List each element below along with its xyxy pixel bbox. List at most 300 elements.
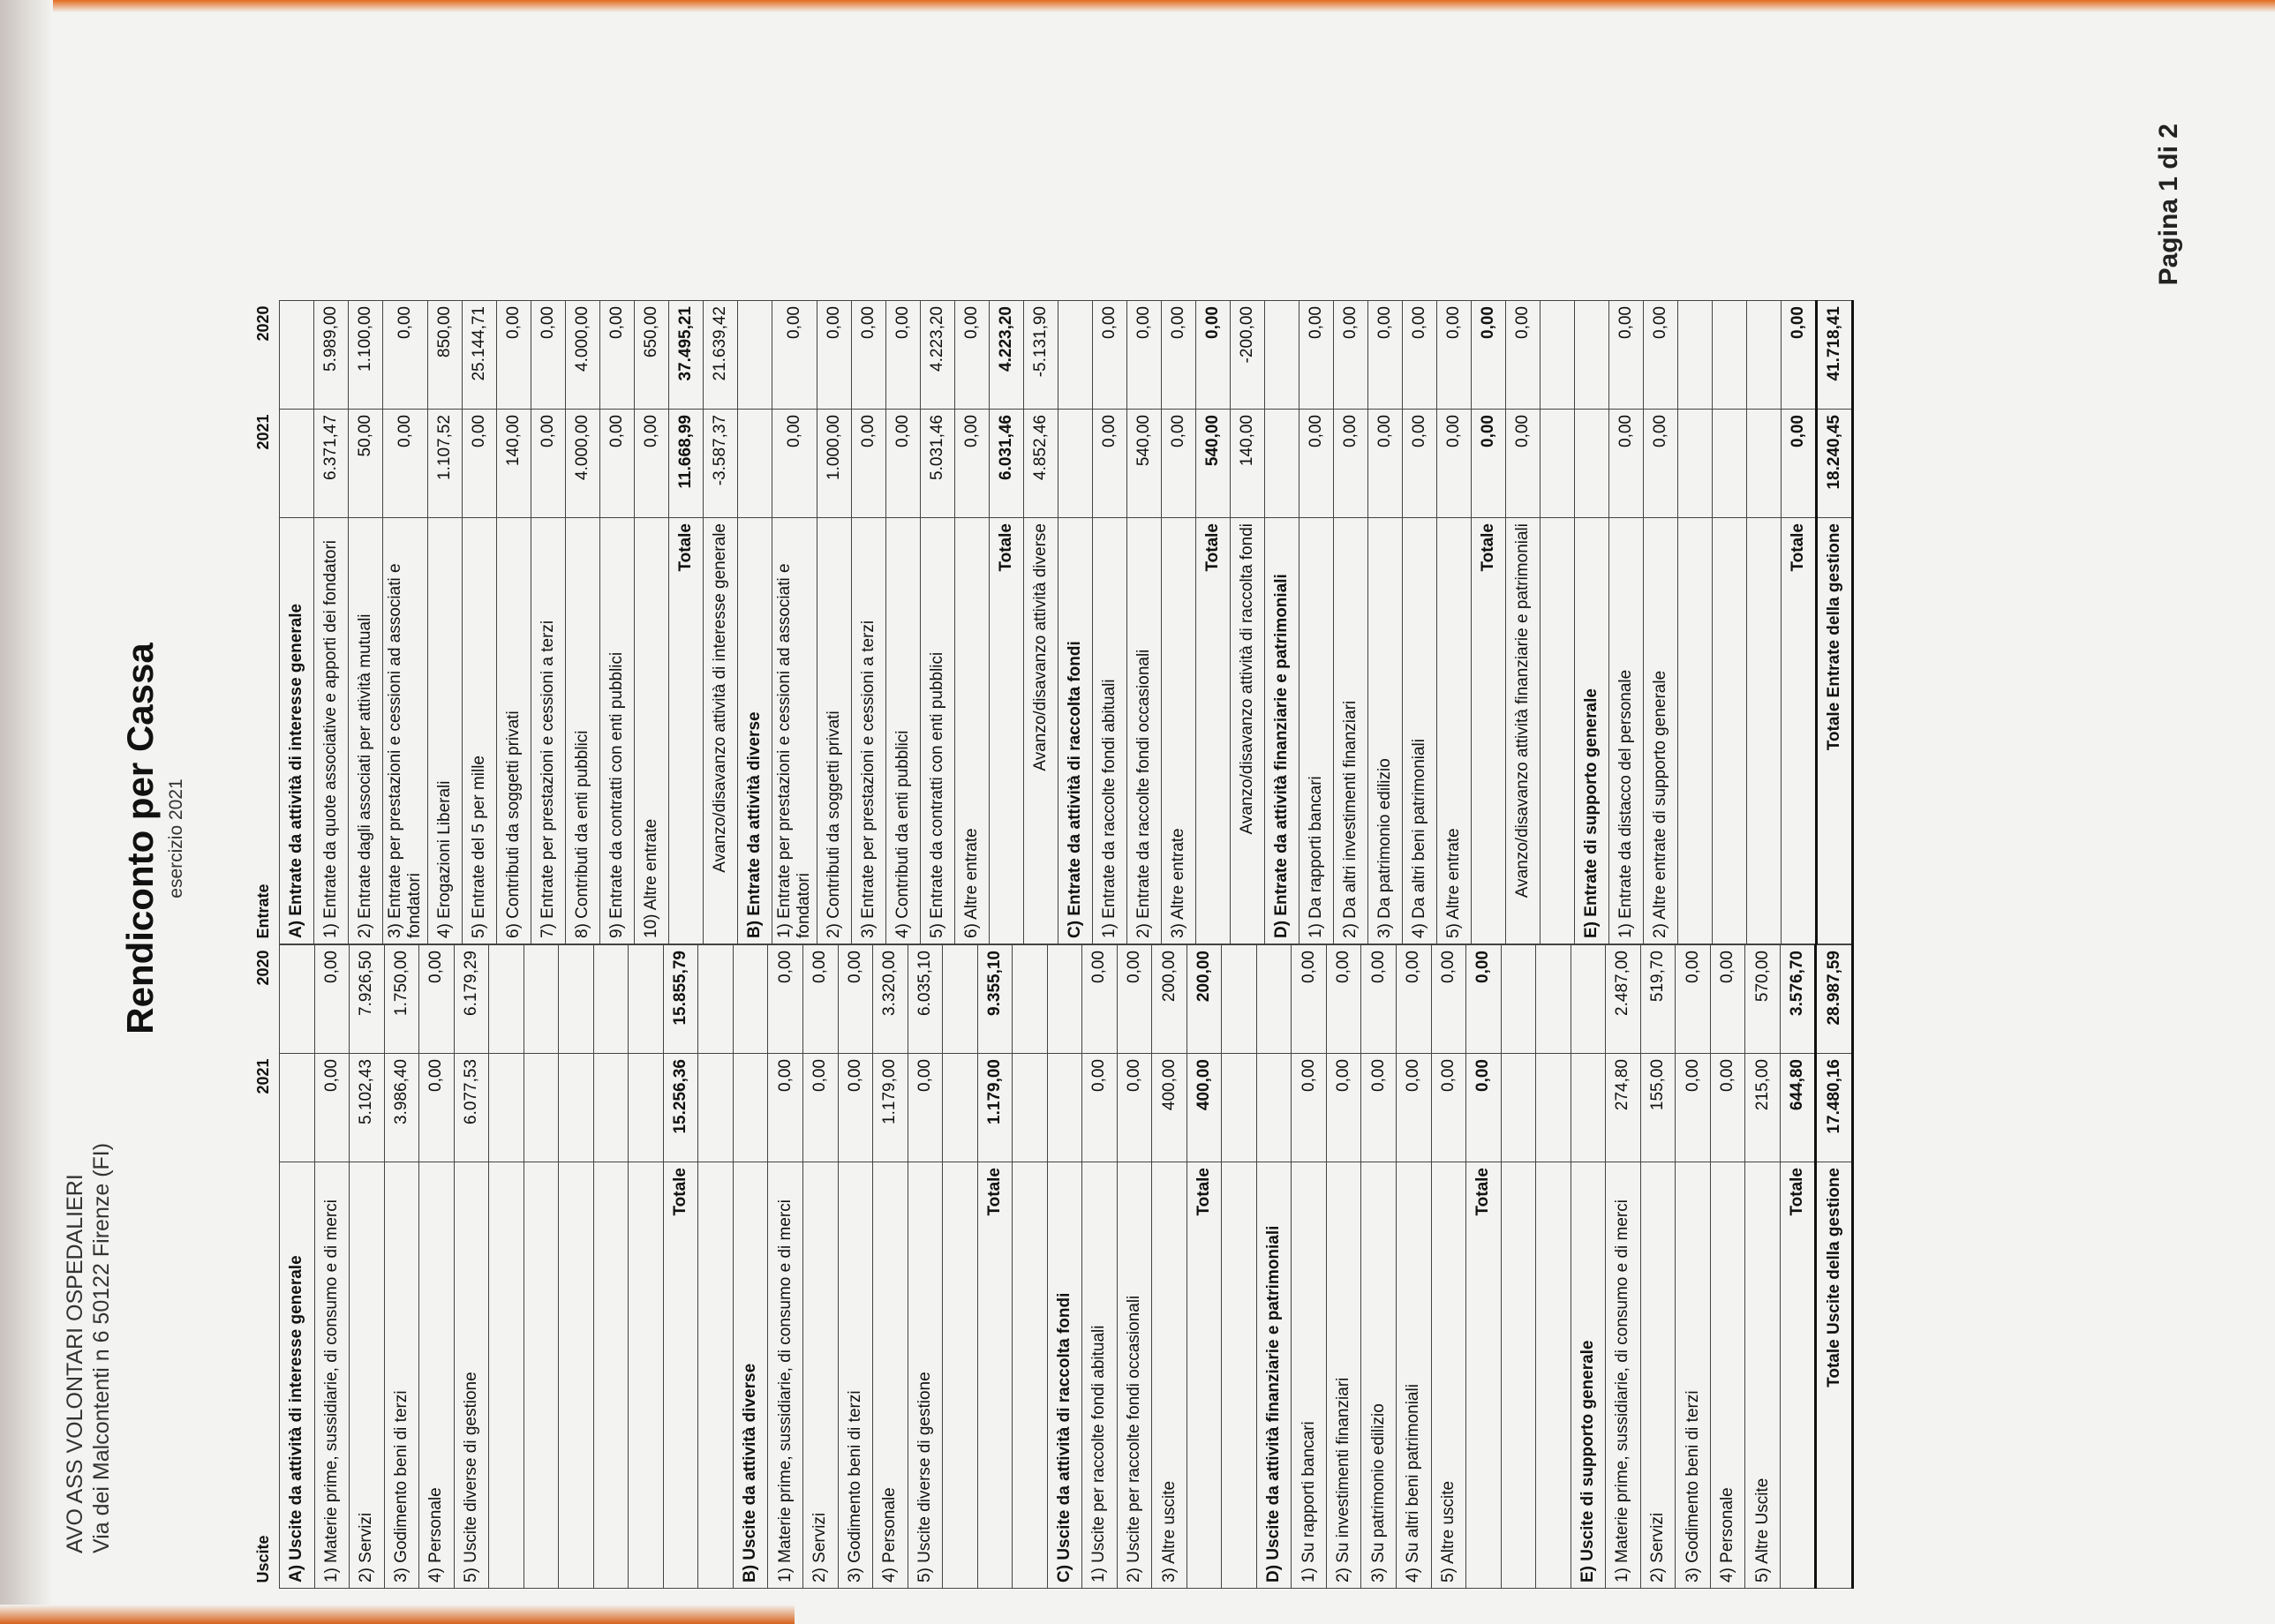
entrate-cell-v21: 0,00 (1472, 410, 1506, 518)
uscite-row-row (384, 945, 419, 1589)
entrate-row-row (1403, 301, 1437, 944)
uscite-cell-label: 2) Su investimenti finanziari (1326, 1162, 1361, 1589)
entrate-row-tot (1196, 301, 1231, 944)
uscite-cell-label: 2) Uscite per raccolte fondi occasionali (1117, 1162, 1152, 1589)
uscite-cell-v20: 0,00 (1466, 945, 1502, 1054)
entrate-cell-v21 (1541, 410, 1575, 518)
uscite-row-row (908, 945, 943, 1589)
uscite-row-row (1117, 945, 1152, 1589)
uscite-cell-v20: 0,00 (838, 945, 873, 1054)
entrate-cell-v20 (1541, 301, 1575, 410)
entrate-row-row (349, 301, 383, 944)
uscite-cell-label: 4) Personale (1710, 1162, 1745, 1589)
entrate-row-row (1093, 301, 1127, 944)
entrate-cell-v20: 0,00 (1644, 301, 1678, 410)
entrate-cell-v21: 0,00 (531, 410, 566, 518)
uscite-cell-v20 (1571, 945, 1606, 1054)
orange-edge-top (0, 0, 2275, 12)
uscite-row-tot (1466, 945, 1502, 1589)
uscite-row-tot (977, 945, 1013, 1589)
uscite-row-tot (1186, 945, 1222, 1589)
uscite-cell-v21: 0,00 (1431, 1054, 1466, 1162)
entrate-row-sec (1265, 301, 1299, 944)
entrate-cell-v21: 18.240,45 (1817, 410, 1853, 518)
entrate-cell-label: 4) Contributi da enti pubblici (886, 518, 921, 944)
uscite-cell-v21 (1536, 1054, 1571, 1162)
entrate-row-row (1644, 301, 1678, 944)
uscite-cell-label (698, 1162, 734, 1589)
entrate-cell-v21 (1058, 410, 1093, 518)
entrate-cell-v21 (1747, 410, 1782, 518)
entrate-cell-v21: 50,00 (349, 410, 383, 518)
uscite-cell-label: 3) Godimento beni di terzi (384, 1162, 419, 1589)
uscite-cell-label (1013, 1162, 1048, 1589)
uscite-cell-v20: 570,00 (1745, 945, 1781, 1054)
entrate-cell-v20: 4.000,00 (566, 301, 600, 410)
uscite-cell-label: 3) Altre uscite (1152, 1162, 1187, 1589)
uscite-cell-v21: 0,00 (314, 1054, 350, 1162)
uscite-cell-v21: 1.179,00 (977, 1054, 1013, 1162)
entrate-cell-label: Totale (669, 518, 704, 944)
uscite-row-blank (593, 945, 629, 1589)
entrate-row-tot (669, 301, 704, 944)
uscite-cell-v20 (1013, 945, 1048, 1054)
uscite-cell-v20: 0,00 (1082, 945, 1118, 1054)
entrate-cell-v20: 0,00 (1782, 301, 1817, 410)
uscite-cell-v21 (593, 1054, 629, 1162)
uscite-cell-label: 1) Materie prime, sussidiarie, di consumo e di merci (314, 1162, 350, 1589)
uscite-row-row (1431, 945, 1466, 1589)
uscite-cell-v20: 28.987,59 (1816, 945, 1853, 1054)
uscite-table (247, 944, 1854, 1589)
entrate-row-sec (1575, 301, 1609, 944)
uscite-cell-label: C) Uscite da attività di raccolta fondi (1047, 1162, 1082, 1589)
uscite-cell-v21 (629, 1054, 664, 1162)
uscite-row-blank (524, 945, 559, 1589)
entrate-cell-label: Totale (1782, 518, 1817, 944)
entrate-cell-v21: 0,00 (1368, 410, 1403, 518)
uscite-cell-v20: 0,00 (1292, 945, 1327, 1054)
org-header (62, 1143, 115, 1553)
uscite-row-row (1397, 945, 1432, 1589)
entrate-cell-v21: 0,00 (1299, 410, 1334, 518)
uscite-row-blank (1536, 945, 1571, 1589)
entrate-cell-label: Avanzo/disavanzo attività finanziarie e patrimoniali (1506, 518, 1541, 944)
uscite-cell-v20: 3.320,00 (873, 945, 908, 1054)
entrate-row-row (772, 301, 817, 944)
entrate-cell-label: 1) Entrate da distacco del personale (1609, 518, 1644, 944)
uscite-row-row (454, 945, 489, 1589)
uscite-cell-label: A) Uscite da attività di interesse generale (280, 1162, 315, 1589)
uscite-cell-v21 (559, 1054, 594, 1162)
entrate-cell-label (1678, 518, 1713, 944)
uscite-cell-v20 (559, 945, 594, 1054)
entrate-cell-v20 (1678, 301, 1713, 410)
entrate-cell-v20: 850,00 (428, 301, 463, 410)
uscite-row-sec (733, 945, 768, 1589)
entrate-cell-v21: 540,00 (1127, 410, 1162, 518)
uscite-cell-v20: 9.355,10 (977, 945, 1013, 1054)
entrate-cell-label: 1) Entrate da quote associative e apporti dei fondatori (314, 518, 349, 944)
entrate-cell-label: 10) Altre entrate (635, 518, 669, 944)
uscite-cell-v21: 0,00 (768, 1054, 803, 1162)
entrate-cell-label: Totale (1196, 518, 1231, 944)
uscite-row-row (314, 945, 350, 1589)
entrate-cell-v20: 0,00 (1437, 301, 1472, 410)
entrate-cell-label: Avanzo/disavanzo attività di raccolta fondi (1231, 518, 1265, 944)
uscite-cell-label: 1) Materie prime, sussidiarie, di consumo e di merci (1606, 1162, 1641, 1589)
uscite-cell-v21 (733, 1054, 768, 1162)
entrate-row-row (1368, 301, 1403, 944)
entrate-cell-label: 4) Erogazioni Liberali (428, 518, 463, 944)
entrate-cell-v21: 0,00 (886, 410, 921, 518)
uscite-cell-label: 3) Godimento beni di terzi (838, 1162, 873, 1589)
uscite-cell-label: 5) Altre uscite (1431, 1162, 1466, 1589)
entrate-cell-v20: 0,00 (1368, 301, 1403, 410)
entrate-cell-v21 (1265, 410, 1299, 518)
uscite-cell-v21: 400,00 (1186, 1054, 1222, 1162)
uscite-row-row (1745, 945, 1781, 1589)
uscite-row-tot (1780, 945, 1816, 1589)
uscite-cell-v21: 274,80 (1606, 1054, 1641, 1162)
uscite-cell-v20: 519,70 (1640, 945, 1676, 1054)
uscite-cell-v20: 0,00 (1117, 945, 1152, 1054)
uscite-cell-v21: 0,00 (1466, 1054, 1502, 1162)
entrate-row-avz (1231, 301, 1265, 944)
entrate-row-row (635, 301, 669, 944)
entrate-cell-label: 1) Da rapporti bancari (1299, 518, 1334, 944)
uscite-cell-v21: 400,00 (1152, 1054, 1187, 1162)
uscite-cell-v20: 0,00 (314, 945, 350, 1054)
uscite-cell-v20 (524, 945, 559, 1054)
uscite-cell-label: D) Uscite da attività finanziarie e patrimoniali (1256, 1162, 1292, 1589)
rotated-document (35, 53, 2242, 1624)
uscite-cell-label: Totale (1780, 1162, 1816, 1589)
entrate-row-row (1334, 301, 1368, 944)
entrate-row-row (383, 301, 428, 944)
uscite-cell-v20: 0,00 (1710, 945, 1745, 1054)
entrate-cell-label: C) Entrate da attività di raccolta fondi (1058, 518, 1093, 944)
uscite-row-row (873, 945, 908, 1589)
entrate-row-avz (1506, 301, 1541, 944)
entrate-cell-label: 3) Entrate per prestazioni e cessioni a terzi (852, 518, 886, 944)
entrate-cell-v21: 11.668,99 (669, 410, 704, 518)
uscite-cell-label: Totale (1186, 1162, 1222, 1589)
uscite-cell-v21: 155,00 (1640, 1054, 1676, 1162)
entrate-row-blank (1678, 301, 1713, 944)
entrate-cell-v20 (280, 301, 314, 410)
uscite-row-blank (698, 945, 734, 1589)
entrate-cell-label: 2) Da altri investimenti finanziari (1334, 518, 1368, 944)
uscite-cell-v20: 0,00 (1431, 945, 1466, 1054)
entrate-row-avz (704, 301, 738, 944)
entrate-cell-v21: 0,00 (1782, 410, 1817, 518)
entrate-cell-label: A) Entrate da attività di interesse generale (280, 518, 314, 944)
entrate-cell-v20: 0,00 (1127, 301, 1162, 410)
entrate-cell-v21: 6.371,47 (314, 410, 349, 518)
entrate-cell-v20: 0,00 (1506, 301, 1541, 410)
entrate-cell-label: 1) Entrate da raccolte fondi abituali (1093, 518, 1127, 944)
entrate-row-blank (1713, 301, 1747, 944)
uscite-cell-v20: 0,00 (1361, 945, 1397, 1054)
entrate-cell-v20: 0,00 (600, 301, 635, 410)
entrate-cell-label: 2) Entrate da raccolte fondi occasionali (1127, 518, 1162, 944)
uscite-cell-v20: 200,00 (1186, 945, 1222, 1054)
uscite-cell-v21 (1222, 1054, 1257, 1162)
entrate-cell-label: Avanzo/disavanzo attività di interesse generale (704, 518, 738, 944)
uscite-cell-v20: 3.576,70 (1780, 945, 1816, 1054)
uscite-cell-label (559, 1162, 594, 1589)
entrate-row-row (428, 301, 463, 944)
entrate-row-sec (280, 301, 314, 944)
uscite-cell-v21 (1571, 1054, 1606, 1162)
uscite-cell-v21: 215,00 (1745, 1054, 1781, 1162)
entrate-row-row (1299, 301, 1334, 944)
uscite-row-blank (1501, 945, 1536, 1589)
uscite-row-sec (1047, 945, 1082, 1589)
entrate-cell-v21: 0,00 (1093, 410, 1127, 518)
uscite-cell-v21: 0,00 (802, 1054, 838, 1162)
entrate-cell-v20: 0,00 (1403, 301, 1437, 410)
entrate-cell-v21: 0,00 (852, 410, 886, 518)
entrate-cell-v20 (1058, 301, 1093, 410)
uscite-row-row (1606, 945, 1641, 1589)
entrate-cell-v20: 4.223,20 (990, 301, 1024, 410)
uscite-cell-v20: 0,00 (419, 945, 455, 1054)
entrate-cell-v21: 0,00 (955, 410, 990, 518)
entrate-cell-v21: 0,00 (772, 410, 817, 518)
entrate-cell-label: 7) Entrate per prestazioni e cessioni a terzi (531, 518, 566, 944)
uscite-cell-v21 (1013, 1054, 1048, 1162)
uscite-cell-label (489, 1162, 524, 1589)
entrate-cell-v21: 0,00 (1609, 410, 1644, 518)
entrate-cell-v21: 5.031,46 (921, 410, 955, 518)
uscite-cell-label: 2) Servizi (802, 1162, 838, 1589)
entrate-row-row (566, 301, 600, 944)
entrate-cell-v21 (1713, 410, 1747, 518)
uscite-cell-v21: 0,00 (908, 1054, 943, 1162)
uscite-cell-v21: 0,00 (1117, 1054, 1152, 1162)
entrate-cell-v21: 0,00 (1644, 410, 1678, 518)
entrate-cell-v20: 21.639,42 (704, 301, 738, 410)
entrate-cell-label: 3) Altre entrate (1162, 518, 1196, 944)
uscite-cell-v20: 0,00 (1326, 945, 1361, 1054)
entrate-cell-v21: 0,00 (1506, 410, 1541, 518)
uscite-row-blank (629, 945, 664, 1589)
entrate-cell-v20: 0,00 (1196, 301, 1231, 410)
uscite-row-tot (663, 945, 698, 1589)
entrate-row-row (1162, 301, 1196, 944)
uscite-cell-v20: 6.035,10 (908, 945, 943, 1054)
entrate-cell-label: 9) Entrate da contratti con enti pubblici (600, 518, 635, 944)
uscite-cell-label: 2) Servizi (350, 1162, 385, 1589)
entrate-cell-label (1541, 518, 1575, 944)
uscite-header-2021: 2021 (247, 1054, 280, 1162)
entrate-row-blank (1541, 301, 1575, 944)
org-name: AVO ASS VOLONTARI OSPEDALIERI (63, 1174, 87, 1553)
uscite-row-row (1361, 945, 1397, 1589)
entrate-cell-label: 1) Entrate per prestazioni e cessioni ad associati e fondatori (772, 518, 817, 944)
uscite-cell-label: 1) Uscite per raccolte fondi abituali (1082, 1162, 1118, 1589)
uscite-cell-v20 (1501, 945, 1536, 1054)
uscite-cell-v20: 0,00 (1676, 945, 1711, 1054)
entrate-cell-label: 5) Altre entrate (1437, 518, 1472, 944)
entrate-cell-label: Totale Entrate della gestione (1817, 518, 1853, 944)
entrate-cell-label: B) Entrate da attività diverse (738, 518, 772, 944)
entrate-cell-v20: 5.989,00 (314, 301, 349, 410)
uscite-row-sec (1571, 945, 1606, 1589)
uscite-row-row (1082, 945, 1118, 1589)
entrate-cell-label: E) Entrate di supporto generale (1575, 518, 1609, 944)
entrate-cell-v21: 4.852,46 (1024, 410, 1058, 518)
page-title: Rendiconto per Cassa (119, 643, 161, 1034)
uscite-row-blank (1013, 945, 1048, 1589)
uscite-cell-label: 5) Altre Uscite (1745, 1162, 1781, 1589)
entrate-cell-v21: 140,00 (1231, 410, 1265, 518)
uscite-cell-v21 (524, 1054, 559, 1162)
entrate-cell-v20: 0,00 (383, 301, 428, 410)
uscite-cell-v21: 3.986,40 (384, 1054, 419, 1162)
entrate-row-avz (1024, 301, 1058, 944)
entrate-cell-v21: 1.000,00 (817, 410, 852, 518)
uscite-cell-label: 1) Su rapporti bancari (1292, 1162, 1327, 1589)
entrate-row-row (1609, 301, 1644, 944)
entrate-row-grand (1817, 301, 1853, 944)
entrate-row-row (1127, 301, 1162, 944)
entrate-cell-v21 (280, 410, 314, 518)
entrate-cell-v20: 0,00 (1299, 301, 1334, 410)
entrate-cell-v21: 140,00 (497, 410, 531, 518)
entrate-row-sec (1058, 301, 1093, 944)
entrate-cell-v20 (1747, 301, 1782, 410)
uscite-row-blank (943, 945, 978, 1589)
uscite-cell-label (629, 1162, 664, 1589)
entrate-row-row (886, 301, 921, 944)
uscite-cell-label: 2) Servizi (1640, 1162, 1676, 1589)
entrate-cell-v20: 0,00 (1609, 301, 1644, 410)
entrate-cell-v20: 650,00 (635, 301, 669, 410)
uscite-cell-label (1501, 1162, 1536, 1589)
uscite-cell-label (1536, 1162, 1571, 1589)
uscite-cell-v21: 0,00 (1292, 1054, 1327, 1162)
uscite-cell-v21: 644,80 (1780, 1054, 1816, 1162)
uscite-cell-v21 (1047, 1054, 1082, 1162)
entrate-cell-label: 8) Contributi da enti pubblici (566, 518, 600, 944)
uscite-row-row (1710, 945, 1745, 1589)
uscite-cell-v20 (943, 945, 978, 1054)
uscite-header-label: Uscite (247, 1162, 280, 1589)
uscite-cell-v21: 6.077,53 (454, 1054, 489, 1162)
uscite-cell-v21: 0,00 (1326, 1054, 1361, 1162)
uscite-cell-v21 (1256, 1054, 1292, 1162)
uscite-row-row (1292, 945, 1327, 1589)
uscite-cell-label (524, 1162, 559, 1589)
entrate-cell-v20: -5.131,90 (1024, 301, 1058, 410)
entrate-cell-label: 3) Da patrimonio edilizio (1368, 518, 1403, 944)
entrate-row-row (463, 301, 497, 944)
entrate-row-row (600, 301, 635, 944)
uscite-cell-v20 (593, 945, 629, 1054)
entrate-header-row (247, 301, 280, 944)
entrate-cell-v21: 0,00 (600, 410, 635, 518)
entrate-cell-label (1747, 518, 1782, 944)
uscite-row-row (350, 945, 385, 1589)
entrate-cell-label: 6) Altre entrate (955, 518, 990, 944)
uscite-cell-v21: 1.179,00 (873, 1054, 908, 1162)
uscite-cell-label: 4) Su altri beni patrimoniali (1397, 1162, 1432, 1589)
entrate-cell-v21: 0,00 (463, 410, 497, 518)
entrate-cell-label: 2) Altre entrate di supporto generale (1644, 518, 1678, 944)
uscite-cell-v20 (280, 945, 315, 1054)
uscite-cell-v21: 0,00 (1397, 1054, 1432, 1162)
entrate-header-2021: 2021 (247, 410, 280, 518)
uscite-cell-v20: 200,00 (1152, 945, 1187, 1054)
uscite-cell-v20 (489, 945, 524, 1054)
entrate-cell-v20 (1575, 301, 1609, 410)
uscite-cell-label: 3) Su patrimonio edilizio (1361, 1162, 1397, 1589)
entrate-cell-v21: 4.000,00 (566, 410, 600, 518)
entrate-cell-v21 (1575, 410, 1609, 518)
uscite-cell-v20 (1536, 945, 1571, 1054)
uscite-cell-v20: 7.926,50 (350, 945, 385, 1054)
uscite-cell-v21: 0,00 (838, 1054, 873, 1162)
uscite-cell-label: 4) Personale (873, 1162, 908, 1589)
entrate-cell-v21: 0,00 (383, 410, 428, 518)
entrate-cell-v21: 0,00 (635, 410, 669, 518)
entrate-cell-v20: -200,00 (1231, 301, 1265, 410)
uscite-cell-v21: 0,00 (1361, 1054, 1397, 1162)
uscite-cell-v20: 15.855,79 (663, 945, 698, 1054)
entrate-cell-v20: 0,00 (955, 301, 990, 410)
uscite-row-row (1152, 945, 1187, 1589)
entrate-header-label: Entrate (247, 518, 280, 944)
uscite-cell-v21: 0,00 (419, 1054, 455, 1162)
uscite-cell-v20 (733, 945, 768, 1054)
uscite-header-2020: 2020 (247, 945, 280, 1054)
entrate-table (247, 300, 1854, 944)
uscite-cell-label (593, 1162, 629, 1589)
entrate-cell-v21 (1678, 410, 1713, 518)
entrate-row-row (817, 301, 852, 944)
entrate-cell-label: 4) Da altri beni patrimoniali (1403, 518, 1437, 944)
uscite-cell-v21 (489, 1054, 524, 1162)
entrate-row-tot (990, 301, 1024, 944)
entrate-row-row (531, 301, 566, 944)
entrate-row-row (852, 301, 886, 944)
uscite-row-row (802, 945, 838, 1589)
entrate-cell-v20: 0,00 (817, 301, 852, 410)
uscite-cell-v20: 6.179,29 (454, 945, 489, 1054)
entrate-row-row (1437, 301, 1472, 944)
uscite-cell-label: Totale (1466, 1162, 1502, 1589)
uscite-header-row (247, 945, 280, 1589)
entrate-row-row (497, 301, 531, 944)
uscite-cell-v20: 1.750,00 (384, 945, 419, 1054)
entrate-cell-label (1713, 518, 1747, 944)
uscite-row-blank (1222, 945, 1257, 1589)
uscite-row-sec (280, 945, 315, 1589)
uscite-cell-label: B) Uscite da attività diverse (733, 1162, 768, 1589)
entrate-cell-v21: 0,00 (1162, 410, 1196, 518)
uscite-cell-v20 (698, 945, 734, 1054)
entrate-cell-v20: 0,00 (1093, 301, 1127, 410)
uscite-cell-v21: 0,00 (1676, 1054, 1711, 1162)
uscite-cell-v21: 0,00 (1710, 1054, 1745, 1162)
uscite-cell-v21: 15.256,36 (663, 1054, 698, 1162)
entrate-cell-v21: -3.587,37 (704, 410, 738, 518)
uscite-cell-label: 1) Materie prime, sussidiarie, di consumo e di merci (768, 1162, 803, 1589)
entrate-row-tot (1782, 301, 1817, 944)
